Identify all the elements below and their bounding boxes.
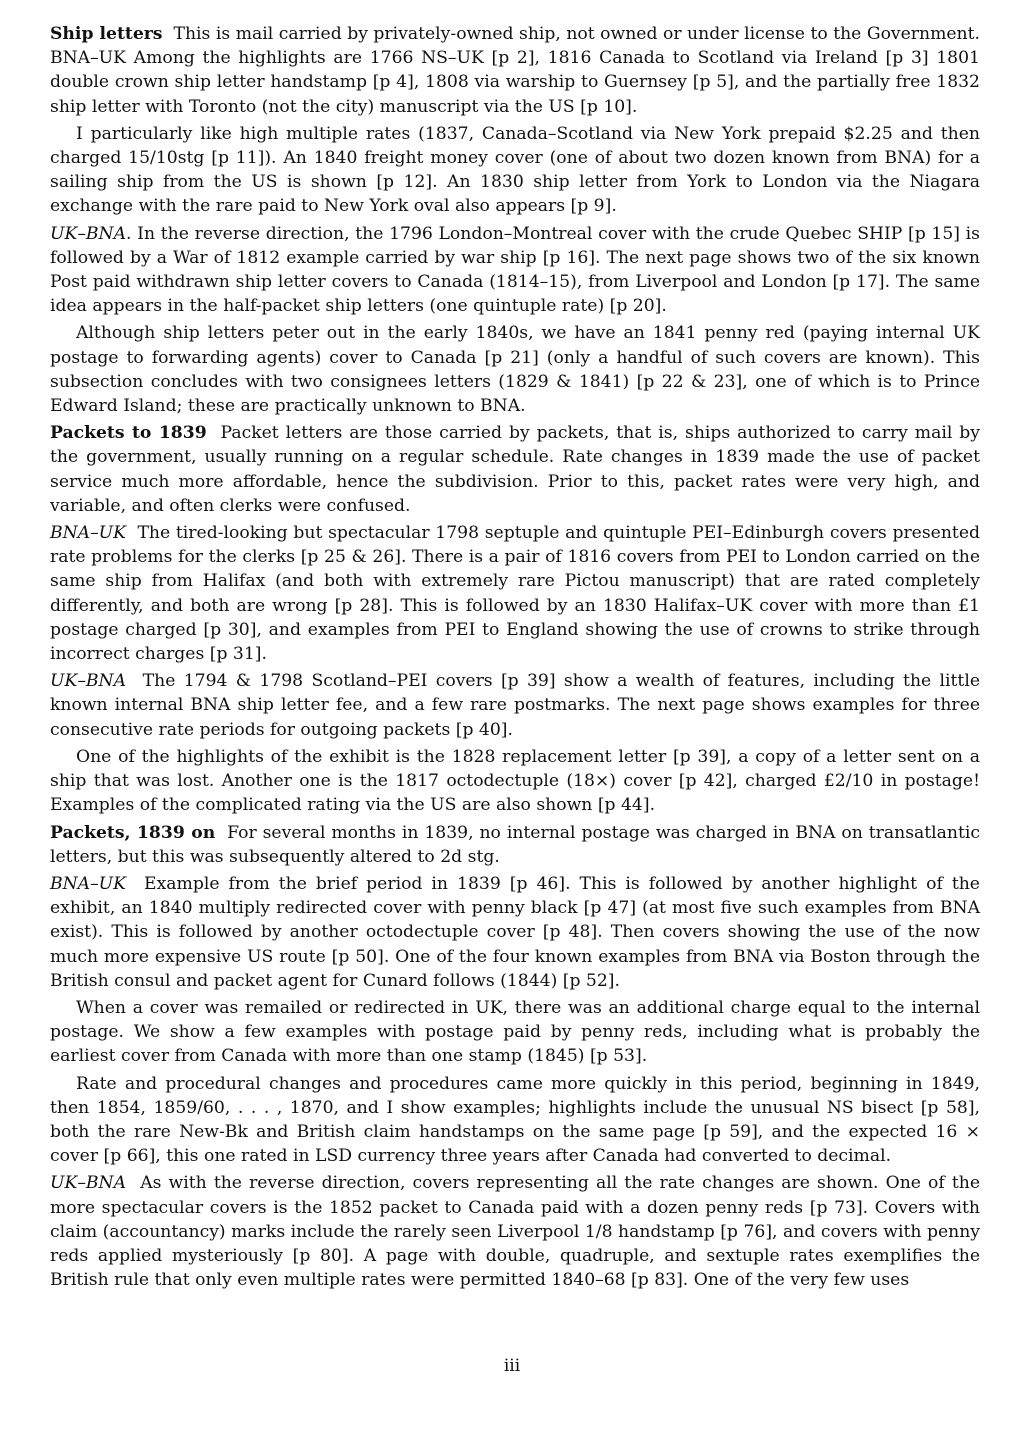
paragraph-ship-letters [50, 22, 980, 119]
paragraph-text: In the reverse direction, the 1796 London–Montreal cover with the crude Quebec SHIP [p 15] is followed by a War of 1812 example carried by war ship [p 16]. The next page shows two of the six known Post paid withdrawn ship letter covers to Canada (1814–15), from Liverpool and London [p 17]. The same idea appears in the half-packet ship letters (one quintuple rate) [p 20]. [50, 223, 981, 317]
paragraph [50, 122, 980, 219]
paragraph-text: Although ship letters peter out in the early 1840s, we have an 1841 penny red (paying internal UK postage to forwarding agents) cover to Canada [p 21] (only a handful of such covers are known). This subsection concludes with two consignees letters (1829 & 1841) [p 22 & 23], one of which is to Prince Edward Island; these are practically unknown to BNA. [50, 323, 980, 417]
paragraph-text: This is mail carried by privately-owned ship, not owned or under license to the Government. BNA–UK Among the highlights are 1766 NS–UK [p 2], 1816 Canada to Scotland via Ireland [p 3] 1801 double crown ship letter handstamp [p 4], 1808 via warship to Guernsey [p 5], and the partially free 1832 ship letter with Toronto (not the city) manuscript via the US [p 10]. [50, 24, 981, 117]
paragraph [50, 996, 980, 1069]
document-body [50, 22, 980, 1295]
subsection-label: UK–BNA [50, 1173, 127, 1194]
paragraph [50, 745, 980, 818]
paragraph [50, 1072, 980, 1169]
paragraph-bna-uk [50, 521, 980, 666]
paragraph-text: The tired-looking but spectacular 1798 septuple and quintuple PEI–Edinburgh covers presented rate problems for the clerks [p 25 & 26]. There is a pair of 1816 covers from PEI to London carried on the same ship from Halifax (and both with extremely rare Pictou manuscript) that are rated completely differently, and both are wrong [p 28]. This is followed by an 1830 Halifax–UK cover with more than £1 postage charged [p 30], and examples from PEI to England showing the use of crowns to strike through incorrect charges [p 31]. [50, 523, 980, 665]
paragraph-text: I particularly like high multiple rates (1837, Canada–Scotland via New York prepaid $2.25 and then charged 15/10stg [p 11]). An 1840 freight money cover (one of about two dozen known from BNA) for a sailing ship from the US is shown [p 12]. An 1830 ship letter from York to London via the Niagara exchange with the rare paid to New York oval also appears [p 9]. [50, 123, 980, 217]
paragraph-text: Packet letters are those carried by packets, that is, ships authorized to carry mail by the government, usually running on a regular schedule. Rate changes in 1839 made the use of packet service much more affordable, hence the subdivision. Prior to this, packet rates were very high, and variable, and often clerks were confused. [50, 423, 980, 516]
subsection-label: BNA–UK [50, 873, 127, 894]
subsection-label: BNA–UK [50, 523, 127, 544]
paragraph-text: For several months in 1839, no internal postage was charged in BNA on transatlantic letters, but this was subsequently altered to 2d stg. [50, 822, 981, 867]
section-heading: Ship letters [50, 24, 163, 44]
subsection-label: UK–BNA. [50, 223, 132, 244]
paragraph-text: When a cover was remailed or redirected in UK, there was an additional charge equal to the internal postage. We show a few examples with postage paid by penny reds, including what is probably the earliest cover from Canada with more than one stamp (1845) [p 53]. [50, 997, 980, 1067]
paragraph-text: The 1794 & 1798 Scotland–PEI covers [p 39] show a wealth of features, including the little known internal BNA ship letter fee, and a few rare postmarks. The next page shows examples for three consecutive rate periods for outgoing packets [p 40]. [50, 671, 981, 740]
paragraph-bna-uk [50, 872, 980, 993]
paragraph [50, 321, 980, 418]
paragraph-text: As with the reverse direction, covers representing all the rate changes are shown. One of the more spectacular covers is the 1852 packet to Canada paid with a dozen penny reds [p 73]. Covers with claim (accountancy) marks include the rarely seen Liverpool 1/8 handstamp [p 76], and covers with penny reds applied mysteriously [p 80]. A page with double, quadruple, and sextuple rates exemplifies the British rule that only even multiple rates were permitted 1840–68 [p 83]. One of the very few uses [50, 1173, 980, 1291]
paragraph-text: Rate and procedural changes and procedures came more quickly in this period, beginning in 1849, then 1854, 1859/60, . . . , 1870, and I show examples; highlights include the unusual NS bisect [p 58], both the rare New-Bk and British claim handstamps on the same page [p 59], and the expected 16 × cover [p 66], this one rated in LSD currency three years after Canada had converted to decimal. [50, 1073, 980, 1167]
paragraph-text: Example from the brief period in 1839 [p 46]. This is followed by another highlight of the exhibit, an 1840 multiply redirected cover with penny black [p 47] (at most five such examples from BNA exist). This is followed by another octodectuple cover [p 48]. Then covers showing the use of the now much more expensive US route [p 50]. One of the four known examples from BNA via Boston through the British consul and packet agent for Cunard follows (1844) [p 52]. [50, 873, 980, 991]
paragraph-uk-bna [50, 222, 980, 319]
paragraph-uk-bna [50, 669, 980, 742]
paragraph-text: One of the highlights of the exhibit is the 1828 replacement letter [p 39], a copy of a letter sent on a ship that was lost. Another one is the 1817 octodectuple (18×) cover [p 42], charged £2/10 in postage! Examples of the complicated rating via the US are also shown [p 44]. [50, 746, 980, 816]
section-heading: Packets to 1839 [50, 423, 207, 444]
paragraph-packets-to-1839 [50, 421, 980, 518]
paragraph-uk-bna [50, 1171, 980, 1292]
subsection-label: UK–BNA [50, 671, 127, 692]
page-number: iii [503, 1356, 521, 1376]
section-heading: Packets, 1839 on [50, 822, 216, 843]
paragraph-packets-1839-on [50, 821, 980, 869]
